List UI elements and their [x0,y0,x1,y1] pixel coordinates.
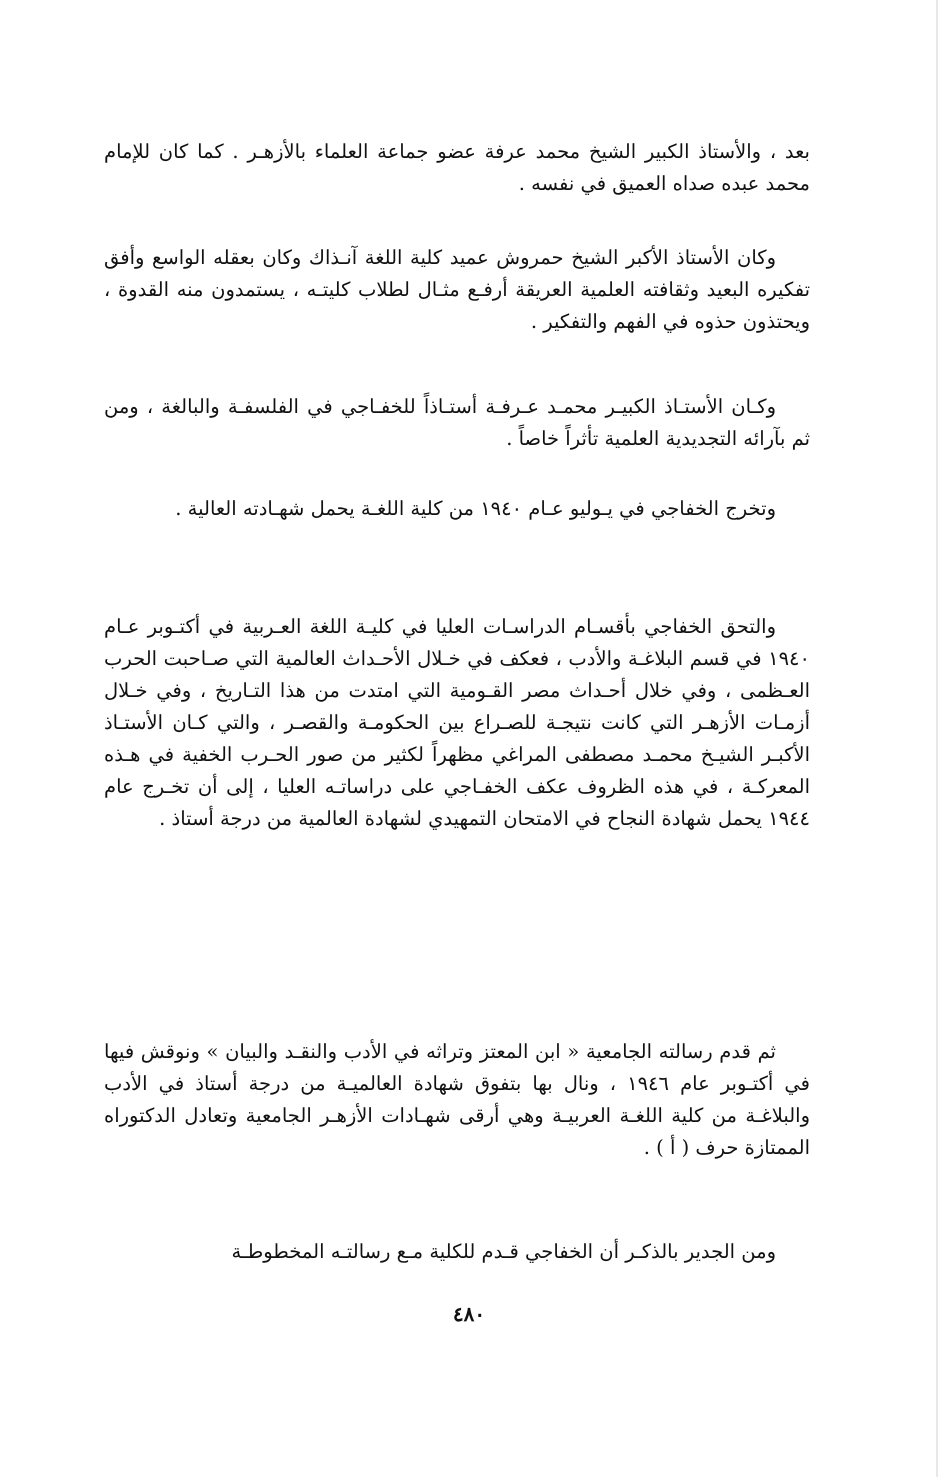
paragraph-4-text: وتخرج الخفاجي في يـوليو عـام ١٩٤٠ من كلية اللغـة يحمل شهـادته العالية . [175,497,776,520]
paragraph-1-text: بعد ، والأستاذ الكبير الشيخ محمد عرفة عضو جماعة العلماء بالأزهـر . كما كان للإمام محمد عبده صداه العميق في نفسه . [104,140,810,195]
paragraph-3 [104,391,810,455]
paragraph-3-text: وكـان الأستـاذ الكبيـر محمـد عـرفـة أستـاذاً للخفـاجي في الفلسفـة والبالغة ، ومن ثم بآرائه التجديدية العلمية تأثراً خاصاً . [104,395,810,450]
page-number: ٤٨٠ [452,1302,486,1326]
paragraph-6 [104,1036,810,1164]
paragraph-1 [104,136,810,200]
paragraph-2 [104,242,810,338]
paragraph-4 [104,493,810,525]
paragraph-6-text: ثم قدم رسالته الجامعية « ابن المعتز وتراثه في الأدب والنقـد والبيان » ونوقش فيها في أكتـوبر عام ١٩٤٦ ، ونال بها بتفوق شهادة العالميـة من درجة أستاذ في الأدب والبلاغـة من كلية اللغـة العربيـة وهي أرقى شهـادات الأزهـر الجامعية وتعادل الدكتوراه الممتازة حرف ( أ ) . [104,1040,810,1159]
paragraph-5-text: والتحق الخفاجي بأقسـام الدراسـات العليا في كليـة اللغة العـربية في أكتـوبر عـام ١٩٤٠ في قسم البلاغـة والأدب ، فعكف في خـلال الأحـداث العالمية التي صـاحبت الحرب العـظمى ، وفي خلال أحـداث مصر القـومية التي امتدت من هذا التـاريخ ، وفي خـلال أزمـات الأزهـر التي كانت نتيجـة للصـراع بين الحكومـة والقصـر ، والتي كـان الأستـاذ الأكبـر الشيـخ محمـد مصطفى المراغي مظهراً لكثير من صور الحـرب الخفية في هـذه المعركـة ، في هذه الظروف عكف الخفـاجي على دراساتـه العليا ، إلى أن تخـرج عام ١٩٤٤ يحمل شهادة النجاح في الامتحان التمهيدي لشهادة العالمية من درجة أستاذ . [104,615,810,830]
paragraph-5 [104,611,810,835]
paragraph-7 [104,1236,810,1268]
paragraph-2-text: وكان الأستاذ الأكبر الشيخ حمروش عميد كلية اللغة آنـذاك وكان بعقله الواسع وأفق تفكيره البعيد وثقافته العلمية العريقة أرفـع مثـال لطلاب كليتـه ، يستمدون منه القدوة ، ويحتذون حذوه في الفهم والتفكير . [104,246,810,333]
paragraph-7-text: ومن الجدير بالذكـر أن الخفاجي قـدم للكلية مـع رسالتـه المخطوطـة [231,1240,776,1263]
